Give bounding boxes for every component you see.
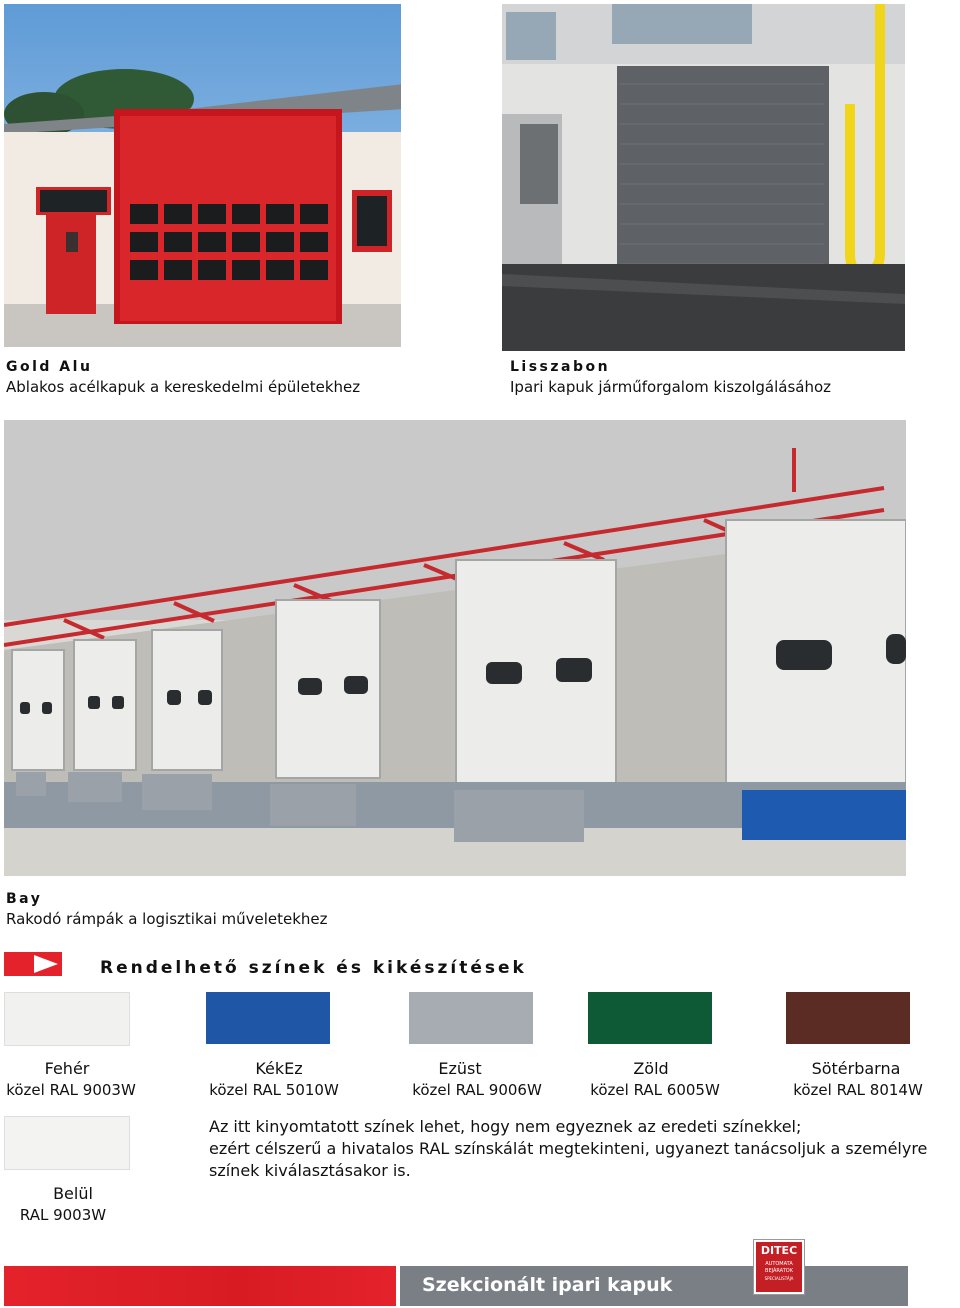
swatch-green-name: Zöld: [633, 1059, 669, 1078]
ditec-logo-brand: DITEC: [760, 1244, 798, 1257]
product-desc-gold-alu: Ablakos acélkapuk a kereskedelmi épületekhez: [6, 378, 361, 396]
swatch-green-ral: közel RAL 6005W: [590, 1081, 720, 1099]
ditec-logo: [754, 1240, 804, 1294]
swatch-inside-ral: RAL 9003W: [19, 1206, 107, 1224]
color-note-line-1: Az itt kinyomtatott színek lehet, hogy nem egyeznek az eredeti színekkel;: [209, 1117, 802, 1136]
product-desc-lisszabon: Ipari kapuk járműforgalom kiszolgálásához: [510, 378, 832, 396]
swatch-blue-ral: közel RAL 5010W: [209, 1081, 339, 1099]
swatch-brown-name: Sötérbarna: [811, 1059, 901, 1078]
photo-lisszabon: [502, 4, 905, 351]
swatch-inside-name: Belül: [53, 1184, 93, 1203]
swatch-silver-ral: közel RAL 9006W: [412, 1081, 542, 1099]
swatch-brown: [786, 992, 910, 1044]
swatch-white: [4, 992, 130, 1046]
swatch-blue-name: KékEz: [255, 1059, 303, 1078]
color-note-line-3: színek kiválasztásakor is.: [209, 1161, 411, 1180]
ditec-logo-line1: AUTOMATA: [765, 1261, 793, 1267]
photo-gold-alu: [4, 4, 401, 347]
swatch-inside: [4, 1116, 130, 1170]
swatch-green: [588, 992, 712, 1044]
swatch-white-ral: közel RAL 9003W: [6, 1081, 136, 1099]
footer-title: Szekcionált ipari kapuk: [422, 1274, 673, 1296]
ditec-logo-line3: SPECIALISTÁJA: [764, 1276, 794, 1281]
product-name-bay: Bay: [6, 891, 43, 907]
swatch-brown-ral: közel RAL 8014W: [793, 1081, 923, 1099]
swatch-silver: [409, 992, 533, 1044]
product-name-gold-alu: Gold Alu: [6, 359, 93, 375]
ditec-logo-line2: BEJÁRATOK: [765, 1268, 793, 1274]
section-arrow-icon: [4, 952, 62, 976]
footer-red-bar: [4, 1266, 396, 1306]
color-note-line-2: ezért célszerű a hivatalos RAL színskálát megtekinteni, ugyanezt tanácsoljuk a személyre: [209, 1139, 928, 1158]
swatch-blue: [206, 992, 330, 1044]
product-name-lisszabon: Lisszabon: [510, 359, 611, 375]
photo-bay: [4, 420, 906, 876]
swatch-silver-name: Ezüst: [438, 1059, 482, 1078]
footer-title-bar: [400, 1266, 908, 1306]
swatch-white-name: Fehér: [44, 1059, 90, 1078]
product-desc-bay: Rakodó rámpák a logisztikai műveletekhez: [6, 910, 328, 928]
color-note: [209, 1116, 959, 1182]
colors-section-title: Rendelhető színek és kikészítések: [100, 958, 527, 978]
